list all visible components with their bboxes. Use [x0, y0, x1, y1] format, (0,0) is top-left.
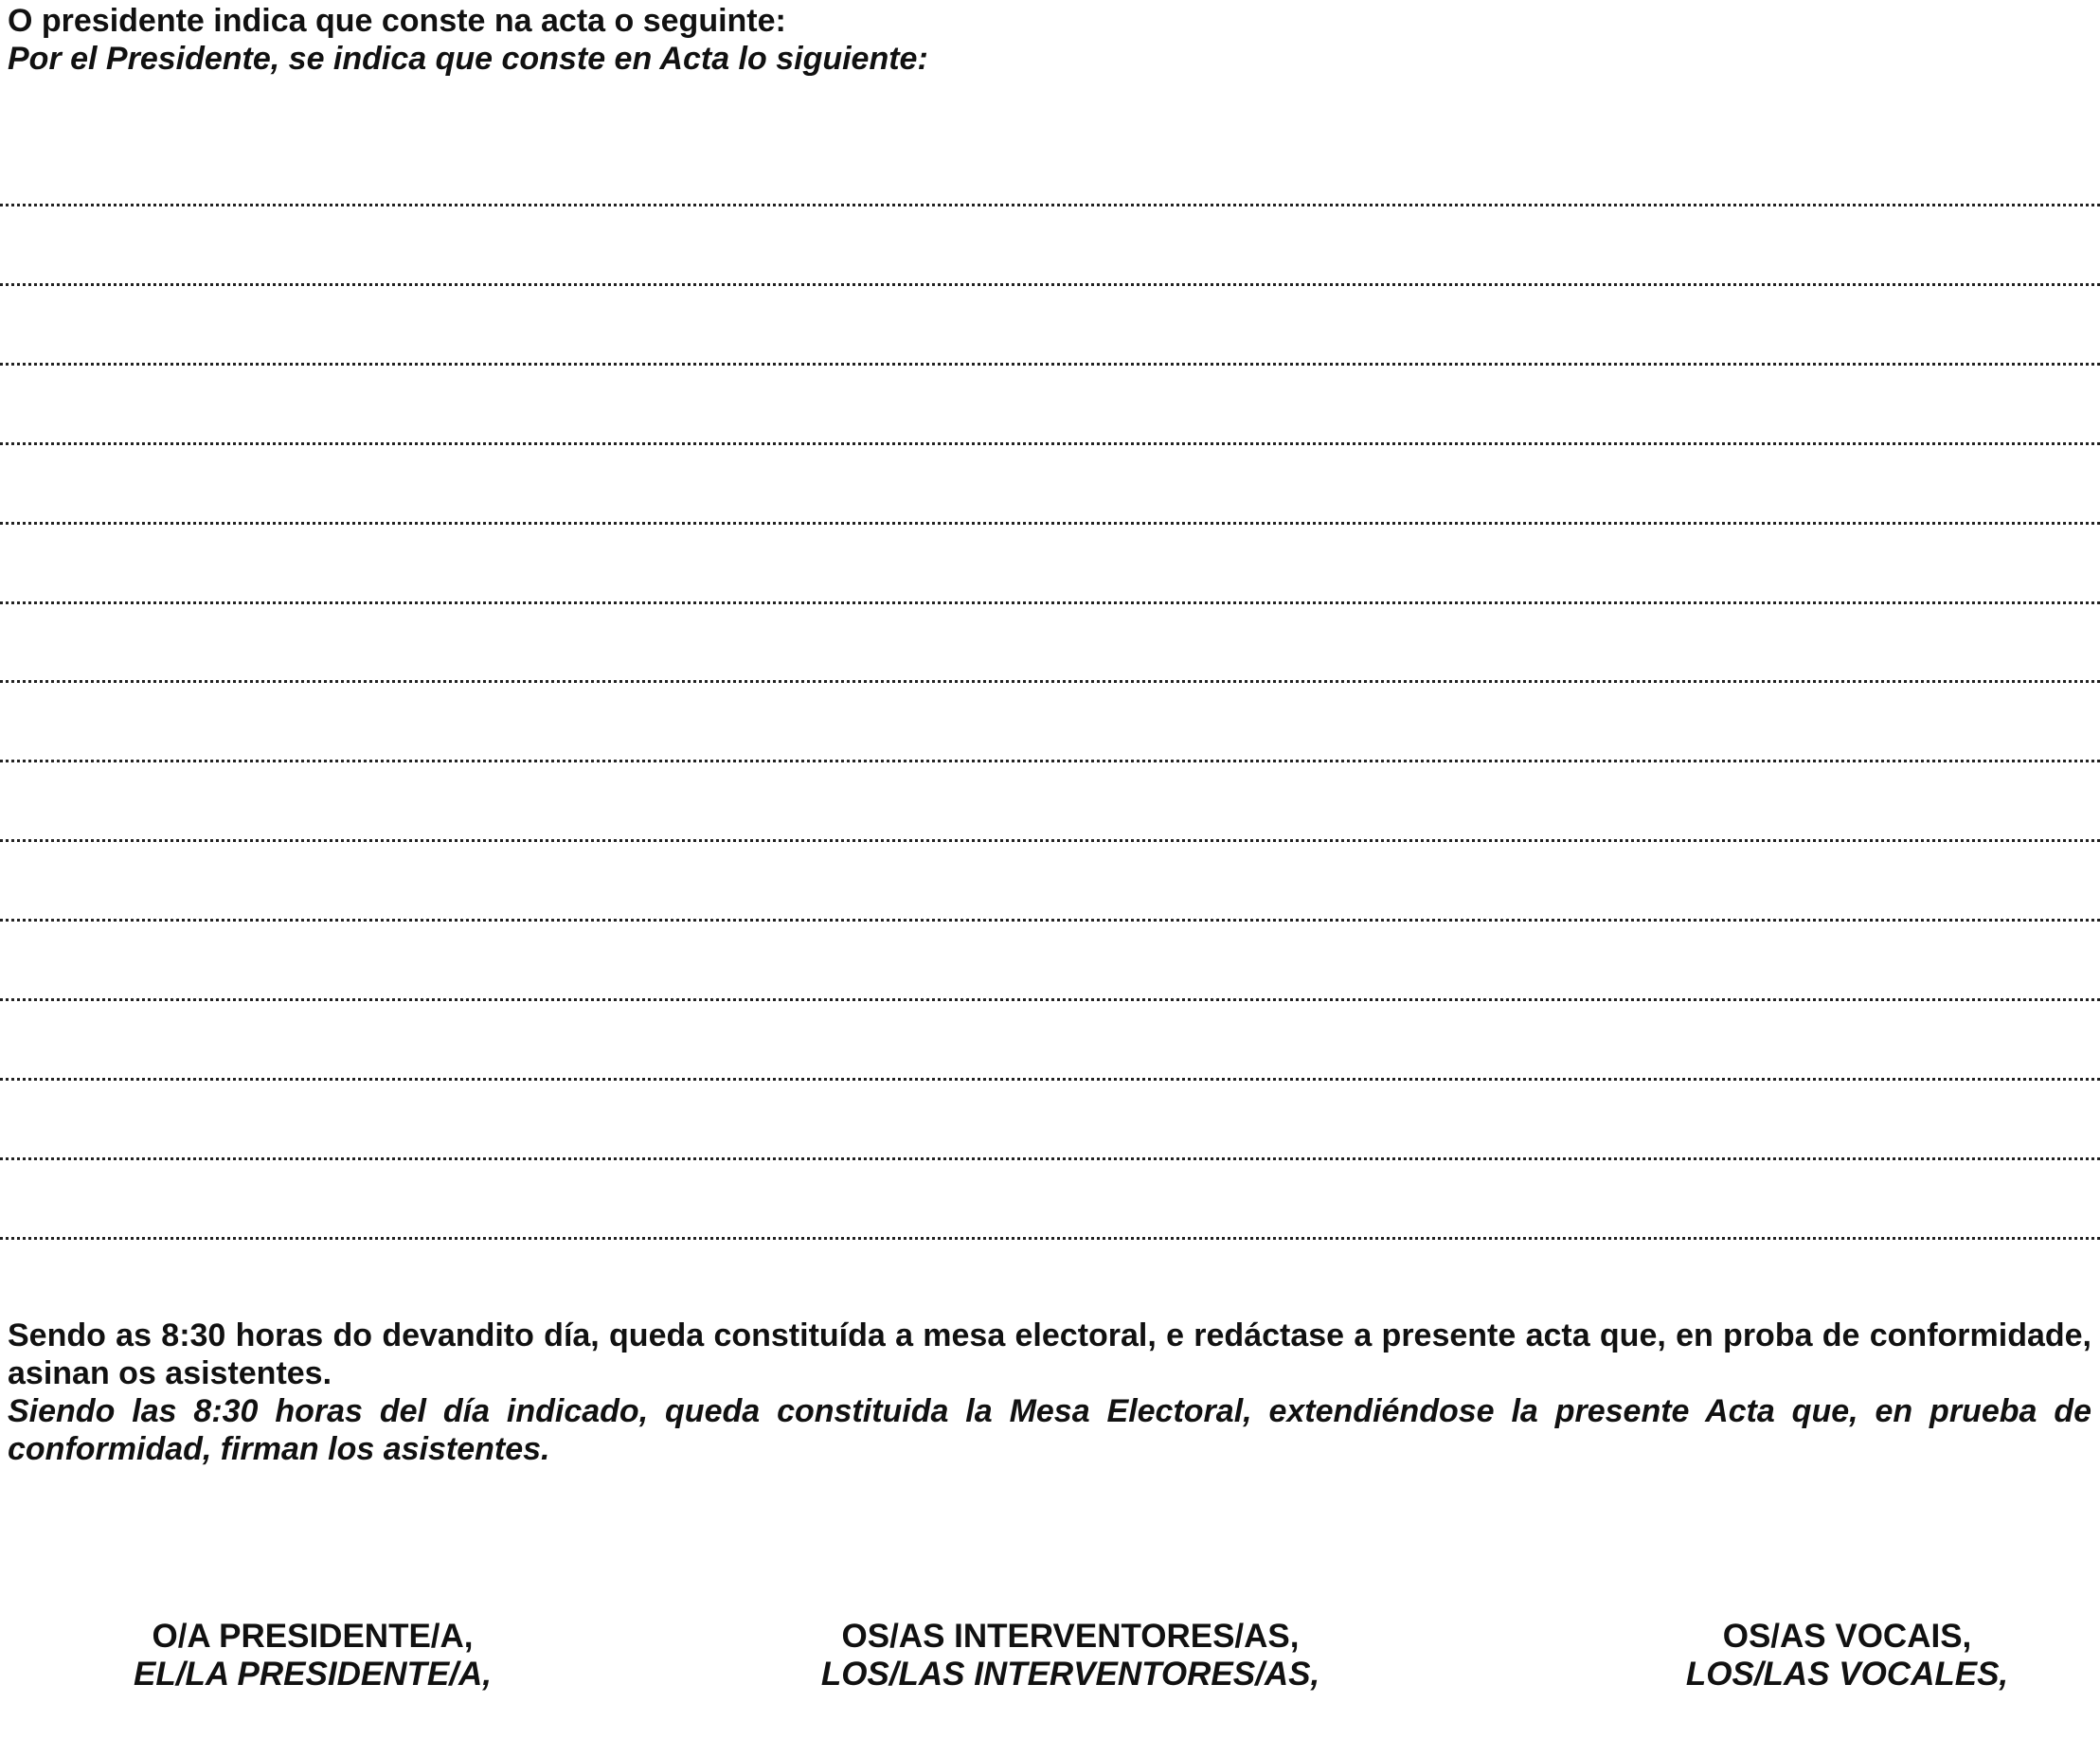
blank-line	[0, 998, 2100, 1001]
signature-vocais-galician: OS/AS VOCAIS,	[1722, 1618, 1972, 1655]
signature-presidente	[47, 1618, 578, 1693]
closing-galician: Sendo as 8:30 horas do devandito día, queda constituída a mesa electoral, e redáctase a presente acta que, en proba de conformidade, asinan os asistentes.	[8, 1317, 2091, 1391]
blank-line	[0, 760, 2100, 762]
blank-line	[0, 363, 2100, 366]
blank-line	[0, 522, 2100, 525]
signature-presidente-galician: O/A PRESIDENTE/A,	[152, 1618, 474, 1655]
header-spanish: Por el Presidente, se indica que conste en Acta lo siguiente:	[8, 41, 928, 77]
blank-line	[0, 1157, 2100, 1160]
signature-vocais-spanish: LOS/LAS VOCALES,	[1685, 1656, 2009, 1693]
blank-line	[0, 919, 2100, 922]
signature-interventores	[739, 1618, 1402, 1693]
statement-header	[8, 2, 1334, 78]
blank-line	[0, 204, 2100, 206]
signature-interventores-spanish: LOS/LAS INTERVENTORES/AS,	[820, 1656, 1320, 1693]
blank-line	[0, 839, 2100, 842]
header-galician: O presidente indica que conste na acta o seguinte:	[8, 3, 786, 39]
blank-line	[0, 1078, 2100, 1081]
blank-line	[0, 601, 2100, 604]
blank-line	[0, 1237, 2100, 1240]
blank-line	[0, 680, 2100, 683]
signature-presidente-spanish: EL/LA PRESIDENTE/A,	[134, 1656, 492, 1693]
signature-vocais	[1582, 1618, 2100, 1693]
signature-interventores-galician: OS/AS INTERVENTORES/AS,	[841, 1618, 1300, 1655]
blank-line	[0, 283, 2100, 286]
closing-statement	[8, 1317, 2091, 1468]
closing-spanish: Siendo las 8:30 horas del día indicado, queda constituida la Mesa Electoral, extendiéndose la presente Acta que, en prueba de conformidad, firman los asistentes.	[8, 1393, 2091, 1467]
blank-line	[0, 442, 2100, 445]
